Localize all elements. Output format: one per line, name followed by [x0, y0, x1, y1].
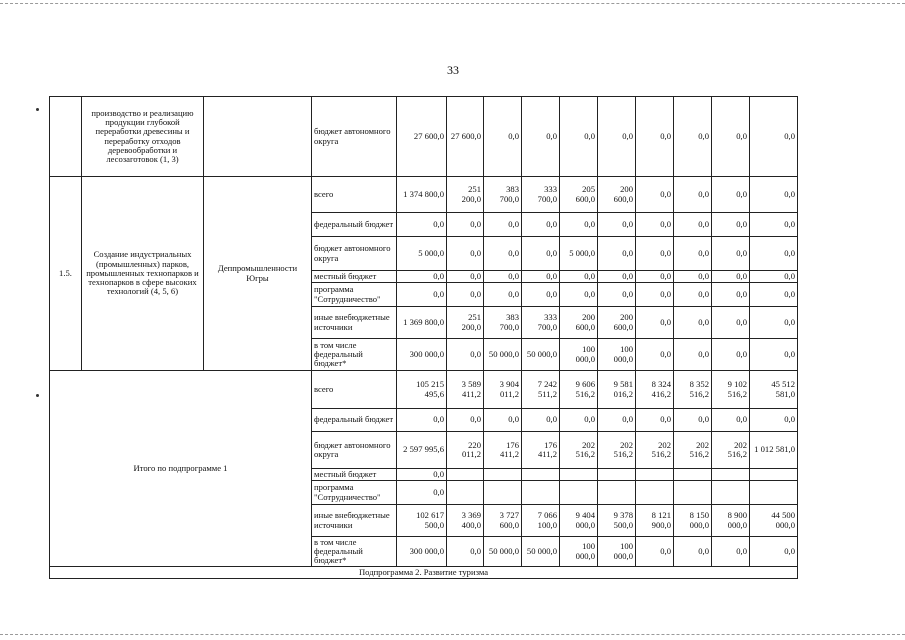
amount-cell: 100 000,0 [598, 537, 636, 567]
amount-cell: 0,0 [750, 97, 798, 177]
amount-cell: 5 000,0 [560, 237, 598, 271]
amount-cell: 0,0 [636, 97, 674, 177]
amount-cell: 0,0 [560, 213, 598, 237]
amount-cell: 333 700,0 [522, 307, 560, 339]
amount-cell [447, 481, 484, 505]
amount-cell: 7 242 511,2 [522, 371, 560, 409]
amount-cell: 220 011,2 [447, 432, 484, 469]
amount-cell: 0,0 [636, 307, 674, 339]
amount-cell: 333 700,0 [522, 177, 560, 213]
amount-cell: 0,0 [484, 283, 522, 307]
amount-cell: 0,0 [447, 537, 484, 567]
amount-cell: 9 378 500,0 [598, 505, 636, 537]
amount-cell [674, 481, 712, 505]
amount-cell: 383 700,0 [484, 177, 522, 213]
amount-cell: 0,0 [712, 97, 750, 177]
amount-cell: 200 600,0 [560, 307, 598, 339]
amount-cell: 8 900 000,0 [712, 505, 750, 537]
amount-cell: 0,0 [447, 271, 484, 283]
amount-cell: 0,0 [397, 481, 447, 505]
amount-cell: 0,0 [636, 237, 674, 271]
funding-source-cell: бюджет автономного округа [312, 237, 397, 271]
measure-name-cell: производство и реализацию продукции глубокой переработки древесины и переработку отходов деревообработки и лесозаготовок (1, 3) [82, 97, 204, 177]
amount-cell: 9 404 000,0 [560, 505, 598, 537]
row-number-cell: 1.5. [50, 177, 82, 371]
amount-cell: 202 516,2 [636, 432, 674, 469]
amount-cell: 0,0 [598, 213, 636, 237]
amount-cell: 0,0 [447, 409, 484, 432]
amount-cell: 0,0 [598, 237, 636, 271]
amount-cell: 0,0 [636, 283, 674, 307]
funding-source-cell: всего [312, 371, 397, 409]
table-row [50, 97, 798, 177]
amount-cell: 44 500 000,0 [750, 505, 798, 537]
amount-cell: 0,0 [484, 213, 522, 237]
amount-cell: 5 000,0 [397, 237, 447, 271]
funding-source-cell: иные внебюджетные источники [312, 505, 397, 537]
amount-cell: 0,0 [712, 271, 750, 283]
amount-cell: 251 200,0 [447, 307, 484, 339]
amount-cell: 9 606 516,2 [560, 371, 598, 409]
amount-cell: 0,0 [750, 307, 798, 339]
amount-cell [636, 469, 674, 481]
amount-cell: 0,0 [636, 339, 674, 371]
amount-cell: 1 369 800,0 [397, 307, 447, 339]
budget-table [49, 96, 798, 579]
page-number: 33 [447, 63, 459, 77]
amount-cell: 8 324 416,2 [636, 371, 674, 409]
amount-cell: 0,0 [712, 177, 750, 213]
amount-cell: 0,0 [560, 271, 598, 283]
next-subprogram-heading: Подпрограмма 2. Развитие туризма [50, 567, 798, 579]
amount-cell: 200 600,0 [598, 307, 636, 339]
amount-cell [447, 469, 484, 481]
amount-cell: 0,0 [636, 409, 674, 432]
amount-cell: 0,0 [397, 409, 447, 432]
amount-cell: 0,0 [522, 213, 560, 237]
amount-cell: 300 000,0 [397, 339, 447, 371]
amount-cell: 205 600,0 [560, 177, 598, 213]
amount-cell [636, 481, 674, 505]
amount-cell: 0,0 [674, 339, 712, 371]
amount-cell: 0,0 [560, 283, 598, 307]
amount-cell: 0,0 [674, 537, 712, 567]
amount-cell: 0,0 [560, 97, 598, 177]
amount-cell [598, 469, 636, 481]
amount-cell: 3 589 411,2 [447, 371, 484, 409]
amount-cell: 0,0 [447, 213, 484, 237]
amount-cell: 0,0 [712, 307, 750, 339]
amount-cell: 0,0 [484, 271, 522, 283]
amount-cell: 3 904 011,2 [484, 371, 522, 409]
table-row [50, 177, 798, 213]
funding-source-cell: программа "Сотрудничество" [312, 481, 397, 505]
funding-source-cell: бюджет автономного округа [312, 97, 397, 177]
amount-cell: 251 200,0 [447, 177, 484, 213]
funding-source-cell: всего [312, 177, 397, 213]
amount-cell: 0,0 [712, 339, 750, 371]
amount-cell: 0,0 [712, 237, 750, 271]
amount-cell [484, 469, 522, 481]
amount-cell: 0,0 [447, 237, 484, 271]
amount-cell: 0,0 [750, 237, 798, 271]
funding-source-cell: бюджет автономного округа [312, 432, 397, 469]
amount-cell: 0,0 [712, 213, 750, 237]
amount-cell: 8 352 516,2 [674, 371, 712, 409]
amount-cell: 50 000,0 [484, 339, 522, 371]
amount-cell: 50 000,0 [522, 537, 560, 567]
amount-cell: 0,0 [522, 271, 560, 283]
amount-cell: 0,0 [674, 283, 712, 307]
amount-cell [712, 481, 750, 505]
amount-cell: 1 374 800,0 [397, 177, 447, 213]
amount-cell: 9 581 016,2 [598, 371, 636, 409]
amount-cell: 100 000,0 [598, 339, 636, 371]
amount-cell: 100 000,0 [560, 537, 598, 567]
amount-cell: 0,0 [674, 271, 712, 283]
amount-cell: 0,0 [750, 213, 798, 237]
amount-cell: 0,0 [674, 177, 712, 213]
amount-cell [560, 469, 598, 481]
scan-edge-bottom [0, 634, 905, 635]
amount-cell: 0,0 [484, 97, 522, 177]
amount-cell: 0,0 [712, 409, 750, 432]
amount-cell: 0,0 [636, 213, 674, 237]
amount-cell: 0,0 [674, 237, 712, 271]
amount-cell: 0,0 [598, 97, 636, 177]
amount-cell: 0,0 [598, 283, 636, 307]
amount-cell [522, 481, 560, 505]
funding-source-cell: федеральный бюджет [312, 213, 397, 237]
amount-cell: 0,0 [598, 409, 636, 432]
table-row [50, 371, 798, 409]
amount-cell: 0,0 [750, 283, 798, 307]
amount-cell [598, 481, 636, 505]
amount-cell: 0,0 [397, 283, 447, 307]
section-header-row [50, 567, 798, 579]
amount-cell: 0,0 [750, 409, 798, 432]
amount-cell: 8 150 000,0 [674, 505, 712, 537]
amount-cell: 0,0 [397, 469, 447, 481]
amount-cell: 0,0 [447, 283, 484, 307]
amount-cell: 0,0 [522, 97, 560, 177]
amount-cell: 2 597 995,6 [397, 432, 447, 469]
amount-cell: 0,0 [522, 283, 560, 307]
funding-source-cell: иные внебюджетные источники [312, 307, 397, 339]
amount-cell: 105 215 495,6 [397, 371, 447, 409]
amount-cell: 176 411,2 [484, 432, 522, 469]
amount-cell: 0,0 [484, 237, 522, 271]
amount-cell: 0,0 [447, 339, 484, 371]
amount-cell: 0,0 [598, 271, 636, 283]
amount-cell: 202 516,2 [712, 432, 750, 469]
amount-cell: 100 000,0 [560, 339, 598, 371]
amount-cell [750, 481, 798, 505]
amount-cell [560, 481, 598, 505]
amount-cell: 102 617 500,0 [397, 505, 447, 537]
amount-cell: 200 600,0 [598, 177, 636, 213]
amount-cell: 202 516,2 [560, 432, 598, 469]
amount-cell [484, 481, 522, 505]
scan-edge-top [0, 3, 905, 4]
executor-cell [204, 97, 312, 177]
amount-cell: 0,0 [636, 537, 674, 567]
amount-cell: 9 102 516,2 [712, 371, 750, 409]
amount-cell: 8 121 900,0 [636, 505, 674, 537]
amount-cell: 27 600,0 [447, 97, 484, 177]
amount-cell: 0,0 [750, 537, 798, 567]
amount-cell: 27 600,0 [397, 97, 447, 177]
amount-cell: 3 369 400,0 [447, 505, 484, 537]
amount-cell: 202 516,2 [598, 432, 636, 469]
amount-cell: 0,0 [750, 271, 798, 283]
amount-cell: 0,0 [522, 237, 560, 271]
funding-source-cell: местный бюджет [312, 469, 397, 481]
amount-cell: 0,0 [750, 339, 798, 371]
amount-cell: 0,0 [484, 409, 522, 432]
amount-cell [674, 469, 712, 481]
funding-source-cell: местный бюджет [312, 271, 397, 283]
subtotal-name-cell: Итого по подпрограмме 1 [50, 371, 312, 567]
amount-cell: 176 411,2 [522, 432, 560, 469]
amount-cell: 0,0 [674, 307, 712, 339]
amount-cell: 0,0 [750, 177, 798, 213]
amount-cell [522, 469, 560, 481]
funding-source-cell: федеральный бюджет [312, 409, 397, 432]
amount-cell: 0,0 [674, 213, 712, 237]
funding-source-cell: в том числе федеральный бюджет* [312, 537, 397, 567]
amount-cell: 1 012 581,0 [750, 432, 798, 469]
row-number-cell [50, 97, 82, 177]
amount-cell: 0,0 [397, 271, 447, 283]
funding-source-cell: в том числе федеральный бюджет* [312, 339, 397, 371]
amount-cell: 0,0 [636, 271, 674, 283]
amount-cell: 50 000,0 [484, 537, 522, 567]
executor-cell: Деппромышленности Югры [204, 177, 312, 371]
margin-dot-top [36, 108, 39, 111]
amount-cell: 3 727 600,0 [484, 505, 522, 537]
amount-cell: 300 000,0 [397, 537, 447, 567]
margin-dot-bottom [36, 394, 39, 397]
amount-cell: 202 516,2 [674, 432, 712, 469]
amount-cell: 0,0 [674, 409, 712, 432]
amount-cell: 0,0 [712, 537, 750, 567]
amount-cell: 50 000,0 [522, 339, 560, 371]
funding-source-cell: программа "Сотрудничество" [312, 283, 397, 307]
amount-cell [750, 469, 798, 481]
amount-cell: 0,0 [712, 283, 750, 307]
amount-cell [712, 469, 750, 481]
amount-cell: 0,0 [560, 409, 598, 432]
amount-cell: 7 066 100,0 [522, 505, 560, 537]
amount-cell: 0,0 [522, 409, 560, 432]
measure-name-cell: Создание индустриальных (промышленных) парков, промышленных технопарков и технопарков в сфере высоких технологий (4, 5, 6) [82, 177, 204, 371]
amount-cell: 0,0 [397, 213, 447, 237]
amount-cell: 0,0 [636, 177, 674, 213]
amount-cell: 0,0 [674, 97, 712, 177]
amount-cell: 45 512 581,0 [750, 371, 798, 409]
amount-cell: 383 700,0 [484, 307, 522, 339]
